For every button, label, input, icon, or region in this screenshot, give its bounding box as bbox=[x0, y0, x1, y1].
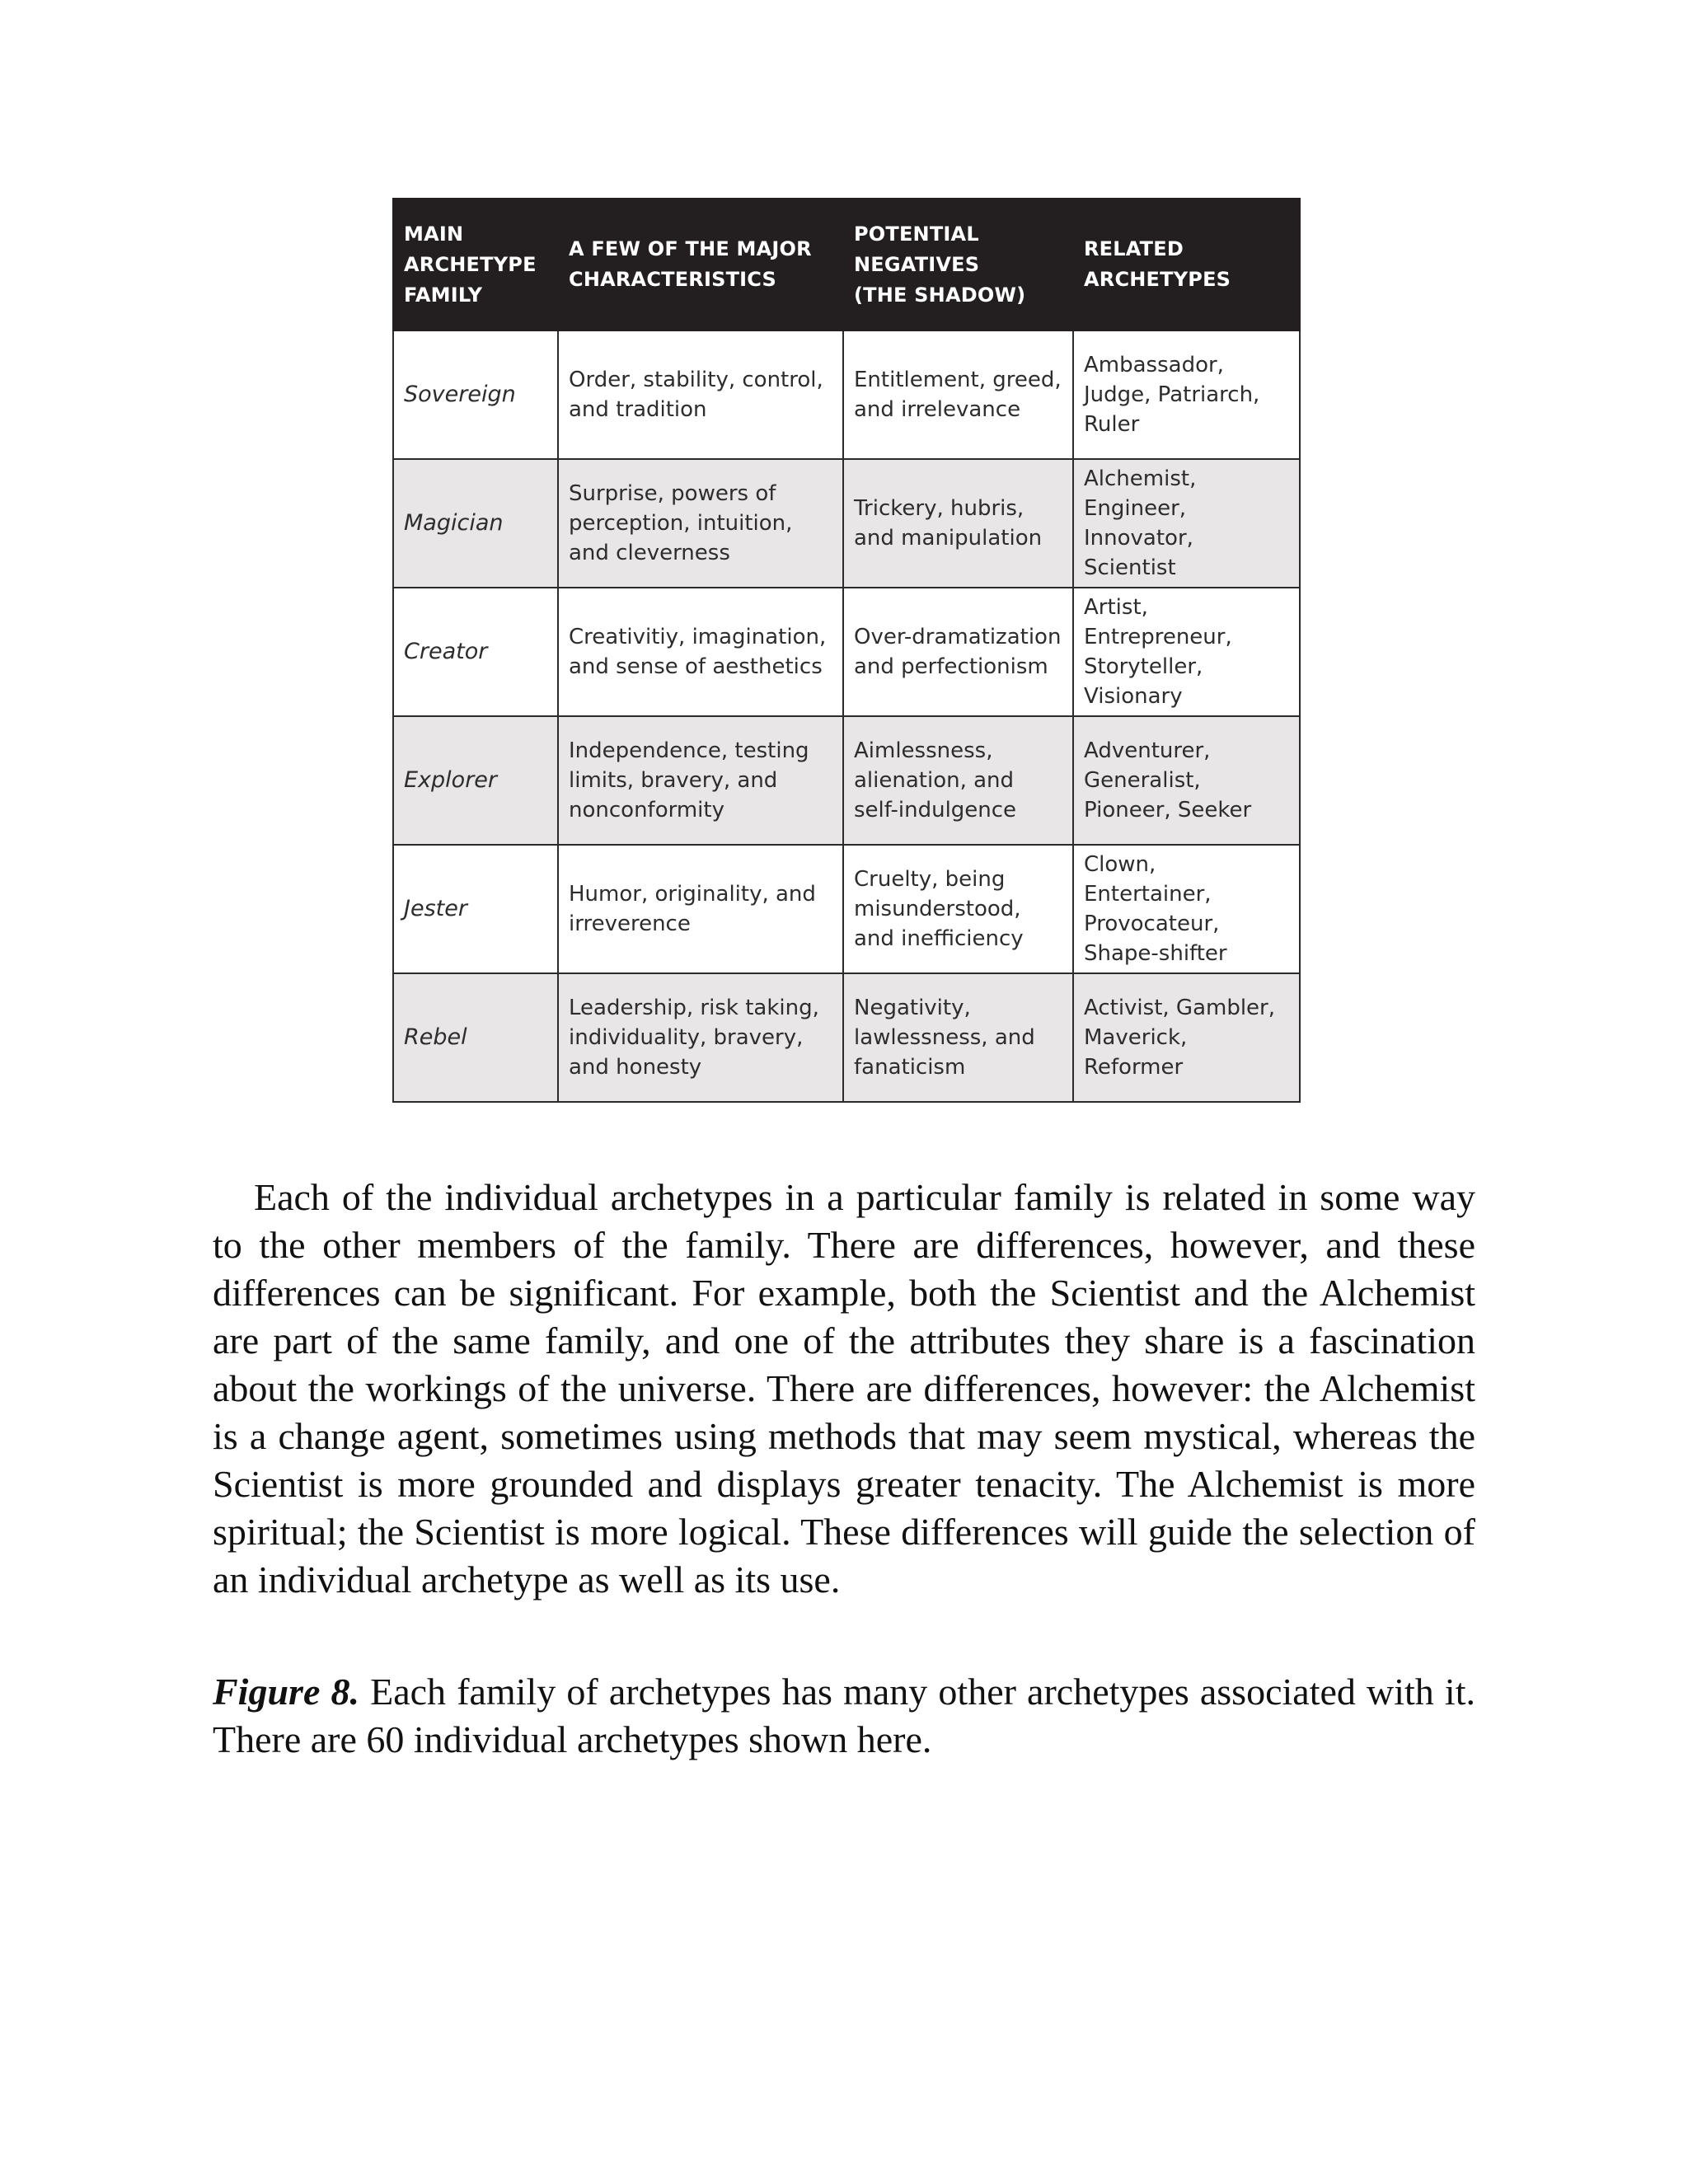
characteristics-cell: Humor, originality, and irreverence bbox=[558, 845, 843, 973]
header-line: (THE SHADOW) bbox=[854, 283, 1026, 307]
figure-caption bbox=[213, 1668, 1475, 1764]
header-line: RELATED bbox=[1084, 237, 1184, 260]
family-cell: Jester bbox=[393, 845, 558, 973]
family-cell: Creator bbox=[393, 588, 558, 716]
negatives-cell: Negativity, lawlessness, and fanaticism bbox=[843, 973, 1073, 1102]
negatives-cell: Trickery, hubris, and manipulation bbox=[843, 459, 1073, 588]
table-row bbox=[393, 588, 1300, 716]
header-potential-negatives bbox=[843, 199, 1073, 330]
header-line: ARCHETYPES bbox=[1084, 268, 1231, 291]
table-header-row bbox=[393, 199, 1300, 330]
header-line: POTENTIAL bbox=[854, 222, 979, 246]
table-row bbox=[393, 973, 1300, 1102]
characteristics-cell: Creativitiy, imagination, and sense of aesthetics bbox=[558, 588, 843, 716]
related-cell: Activist, Gambler, Maverick, Reformer bbox=[1073, 973, 1300, 1102]
table-row bbox=[393, 716, 1300, 845]
characteristics-cell: Surprise, powers of perception, intuition, and cleverness bbox=[558, 459, 843, 588]
figure-caption-label: Figure 8. bbox=[213, 1671, 359, 1713]
related-cell: Alchemist, Engineer, Innovator, Scientist bbox=[1073, 459, 1300, 588]
header-line: MAIN bbox=[404, 222, 464, 246]
family-cell: Sovereign bbox=[393, 330, 558, 459]
header-line: A FEW OF THE MAJOR bbox=[569, 237, 812, 260]
family-cell: Explorer bbox=[393, 716, 558, 845]
related-cell: Clown, Entertainer, Provocateur, Shape-shifter bbox=[1073, 845, 1300, 973]
table-body bbox=[393, 330, 1300, 1102]
table-header bbox=[393, 199, 1300, 330]
negatives-cell: Cruelty, being misunderstood, and inefficiency bbox=[843, 845, 1073, 973]
characteristics-cell: Order, stability, control, and tradition bbox=[558, 330, 843, 459]
related-cell: Adventurer, Generalist, Pioneer, Seeker bbox=[1073, 716, 1300, 845]
body-paragraph: Each of the individual archetypes in a particular family is related in some way to the other members of the family. There are differences, however, and these differences can be significant. For example, both the Scientist and the Alchemist are part of the same family, and one of the attributes they share is a fascination about the workings of the universe. There are differences, however: the Alchemist is a change agent, sometimes using methods that may seem mystical, whereas the Scientist is more grounded and displays greater tenacity. The Alchemist is more spiritual; the Scientist is more logical. These differences will guide the selection of an individual archetype as well as its use. bbox=[213, 1176, 1475, 1601]
header-line: NEGATIVES bbox=[854, 252, 980, 276]
negatives-cell: Entitlement, greed, and irrelevance bbox=[843, 330, 1073, 459]
characteristics-cell: Leadership, risk taking, individuality, bravery, and honesty bbox=[558, 973, 843, 1102]
header-main-archetype-family bbox=[393, 199, 558, 330]
header-characteristics bbox=[558, 199, 843, 330]
negatives-cell: Over-dramatization and perfectionism bbox=[843, 588, 1073, 716]
figure-caption-text: Each family of archetypes has many other archetypes associated with it. There are 60 individual archetypes shown here. bbox=[213, 1671, 1475, 1760]
related-cell: Artist, Entrepreneur, Storyteller, Visionary bbox=[1073, 588, 1300, 716]
table-row bbox=[393, 845, 1300, 973]
table-row bbox=[393, 330, 1300, 459]
related-cell: Ambassador, Judge, Patriarch, Ruler bbox=[1073, 330, 1300, 459]
header-line: FAMILY bbox=[404, 283, 483, 307]
table-row bbox=[393, 459, 1300, 588]
family-cell: Rebel bbox=[393, 973, 558, 1102]
negatives-cell: Aimlessness, alienation, and self-indulgence bbox=[843, 716, 1073, 845]
header-related-archetypes bbox=[1073, 199, 1300, 330]
header-line: ARCHETYPE bbox=[404, 252, 537, 276]
characteristics-cell: Independence, testing limits, bravery, and nonconformity bbox=[558, 716, 843, 845]
header-line: CHARACTERISTICS bbox=[569, 268, 777, 291]
family-cell: Magician bbox=[393, 459, 558, 588]
archetype-table bbox=[392, 198, 1301, 1103]
